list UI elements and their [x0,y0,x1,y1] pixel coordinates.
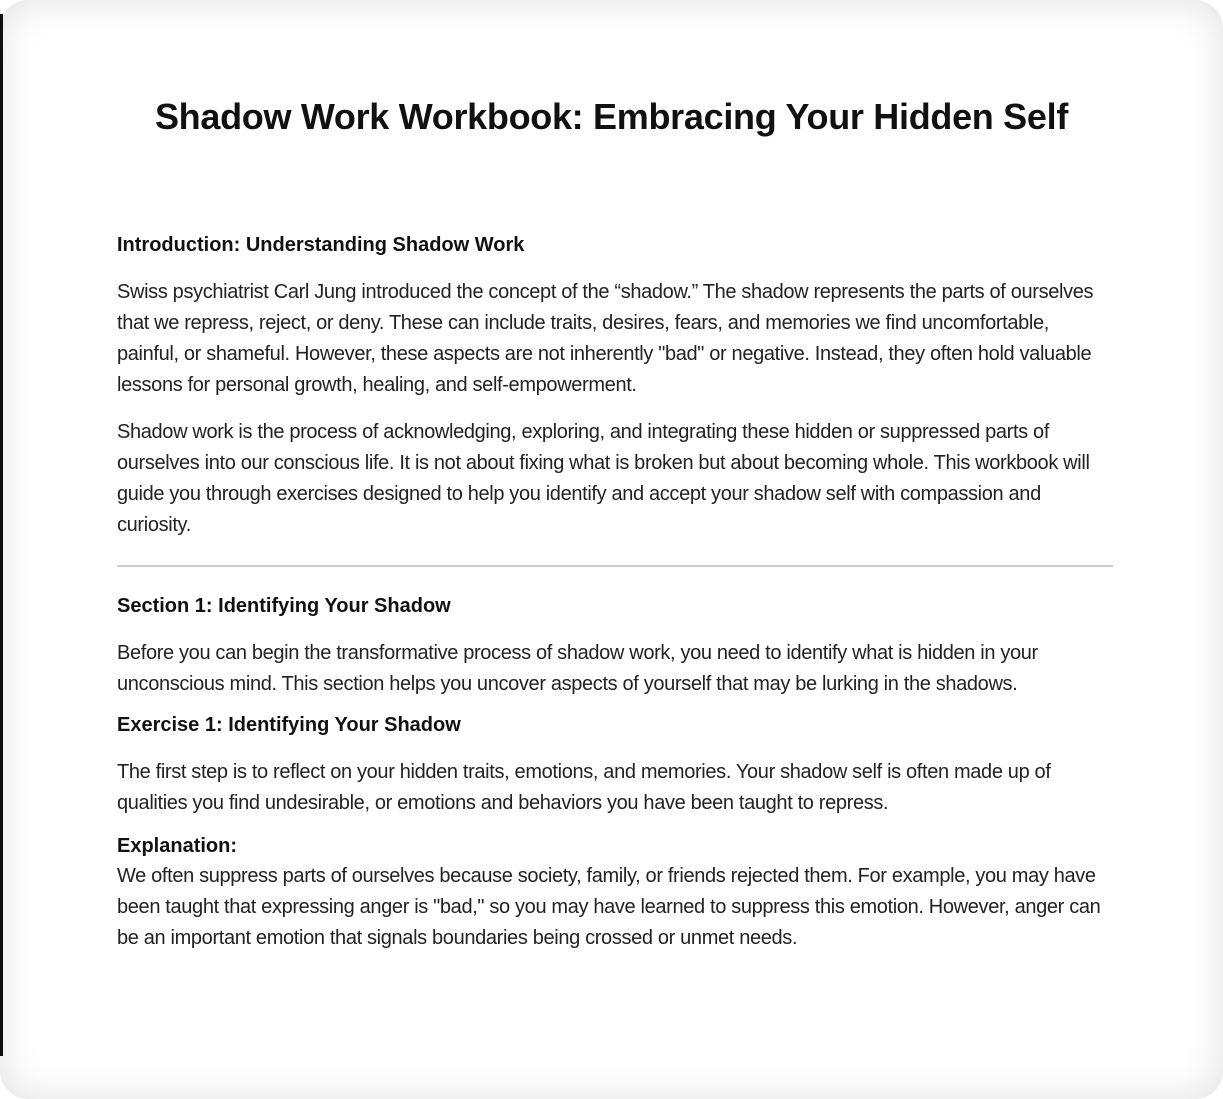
intro-paragraph-1: Swiss psychiatrist Carl Jung introduced the concept of the “shadow.” The shadow represents the parts of ourselves that we repress, reject, or deny. These can include traits, desires, fears, and memories we find uncomfortable, painful, or shameful. However, these aspects are not inherently "bad" or negative. Instead, they often hold valuable lessons for personal growth, healing, and self-empowerment. [117,281,1094,396]
window-edge [0,14,3,1056]
section1-paragraph: Before you can begin the transformative process of shadow work, you need to identify what is hidden in your unconscious mind. This section helps you uncover aspects of yourself that may be lurking in the shadows. [117,642,1038,695]
page-title: Shadow Work Workbook: Embracing Your Hidden Self [154,96,1069,137]
explanation-paragraph: We often suppress parts of ourselves because society, family, or friends rejected them. For example, you may have been taught that expressing anger is "bad," so you may have learned to suppress this emotion. However, anger can be an important emotion that signals boundaries being crossed or unmet needs. [117,865,1101,949]
explanation-label: Explanation: [117,835,238,857]
exercise1-paragraph: The first step is to reflect on your hidden traits, emotions, and memories. Your shadow self is often made up of qualities you find undesirable, or emotions and behaviors you have been taught to repress. [117,761,1051,814]
exercise1-heading: Exercise 1: Identifying Your Shadow [117,714,461,736]
section-divider [117,565,1113,567]
intro-heading: Introduction: Understanding Shadow Work [117,234,525,256]
intro-paragraph-2: Shadow work is the process of acknowledging, exploring, and integrating these hidden or suppressed parts of ourselves into our conscious life. It is not about fixing what is broken but about becoming whole. This workbook will guide you through exercises designed to help you identify and accept your shadow self with compassion and curiosity. [117,421,1090,536]
section1-heading: Section 1: Identifying Your Shadow [117,595,451,617]
document-body [117,230,1113,970]
